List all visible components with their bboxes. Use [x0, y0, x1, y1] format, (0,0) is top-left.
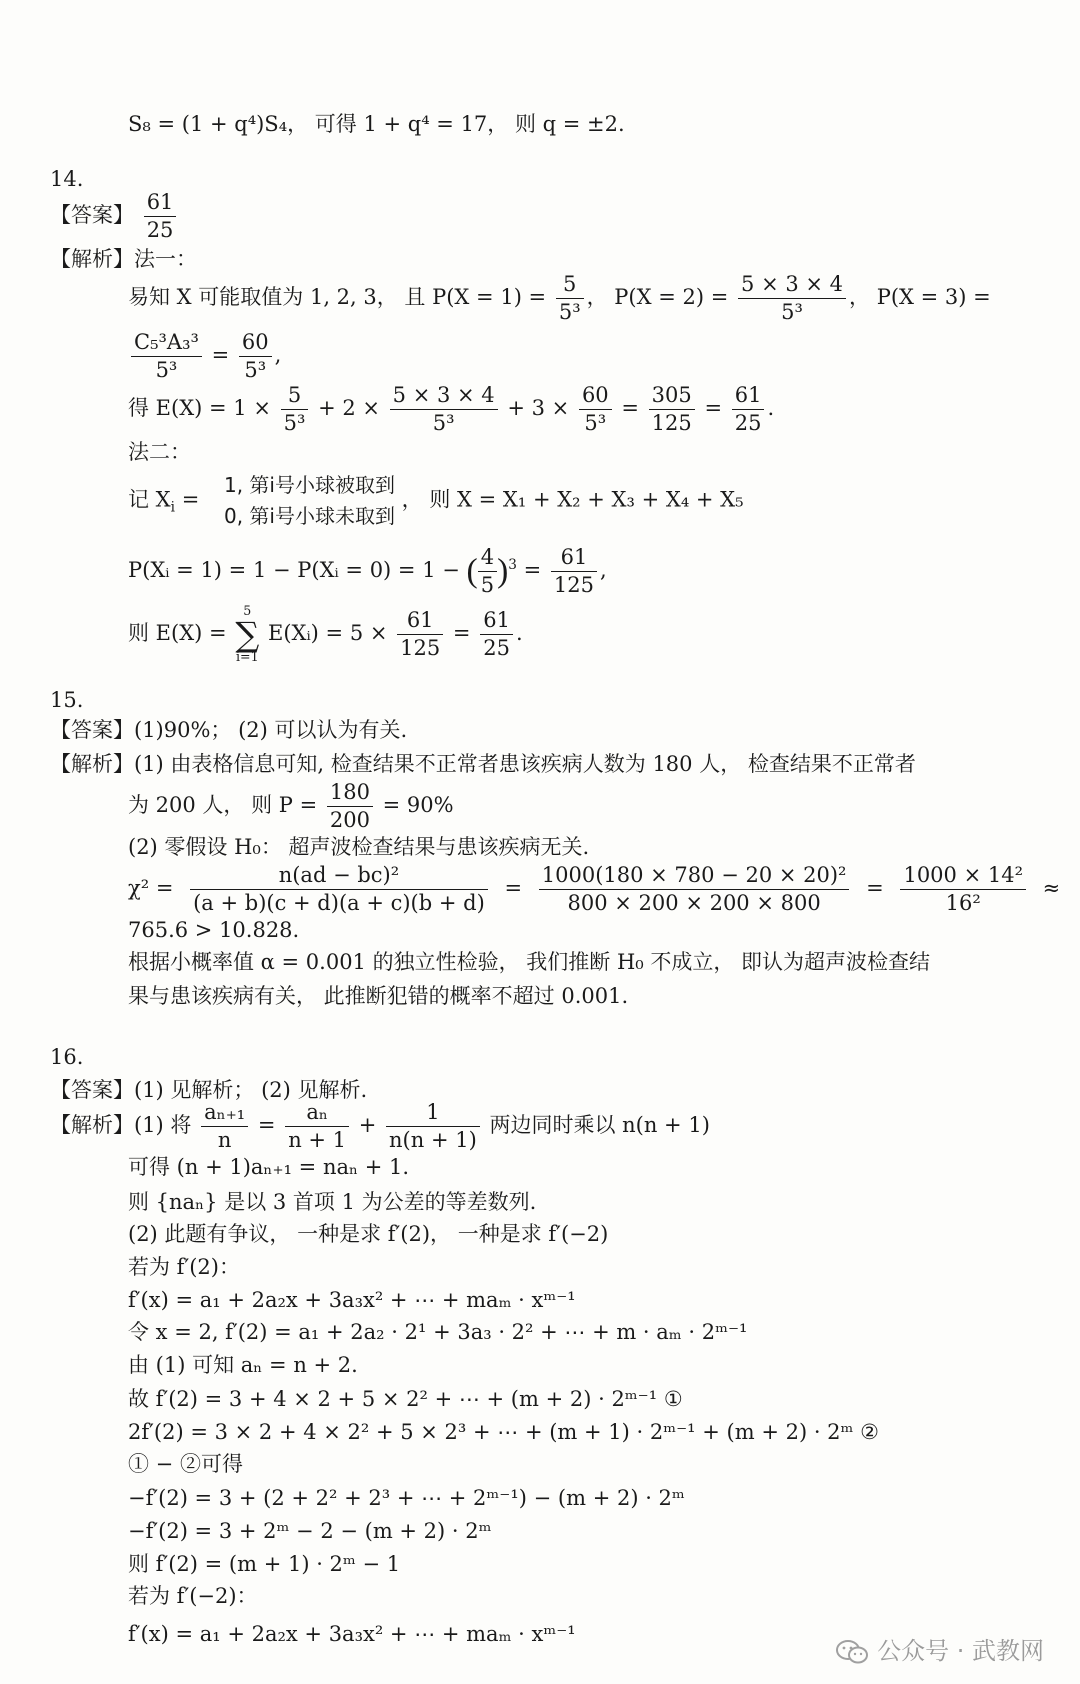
q15-analysis-line: 【解析】(1) 由表格信息可知, 检查结果不正常者患该疾病人数为 180 人， 检查结果不正常者 — [50, 752, 916, 776]
q16-line-15: 若为 f′(−2)： — [128, 1584, 258, 1608]
case-picked: 1, 第i号小球被取到 — [223, 473, 395, 497]
q15-chi-square-line: χ² = $\frac{\text{n(ad − bc)²}}{(a + b)(c + d)(a + c)(b + d)}$ = $\frac{\text{1000(180 × 780 − 20 × 20)²}}{800 \times 200 \times 200 \times 800}$ = $\frac{\text{1000 × 14²}}{\text{16²}}$ ≈ — [128, 863, 1061, 916]
q15-answer-line: 【答案】(1)90%； (2) 可以认为有关. — [50, 718, 408, 742]
q14-probability-line: 易知 X 可能取值为 1, 2, 3， 且 P(X = 1) = $\frac{5}{\text{5³}}$ ， P(X = 2) = $\frac{5 \times 3 \times 4}{\text{5³}}$ ， P(X = 3) = — [128, 272, 991, 325]
wechat-icon — [835, 1639, 869, 1665]
q16-line-9: 故 f′(2) = 3 + 4 × 2 + 5 × 2² + ⋯ + (m + 2) · 2ᵐ⁻¹ ① — [128, 1387, 683, 1411]
q16-line-7: 令 x = 2, f′(2) = a₁ + 2a₂ · 2¹ + 3a₃ · 2² + ⋯ + m · aₘ · 2ᵐ⁻¹ — [128, 1320, 748, 1344]
q14-number: 14. — [50, 167, 84, 191]
q14-answer-fraction: $\frac{61}{25}$ — [144, 190, 177, 243]
case-not-picked: 0, 第i号小球未取到 — [223, 504, 395, 528]
q16-line-3: 则 {naₙ} 是以 3 首项 1 为公差的等差数列. — [128, 1190, 537, 1214]
q14-answer-line — [50, 190, 179, 243]
sigma-symbol: 5 ∑ i=1 — [235, 603, 260, 665]
watermark-text: 公众号 · 武教网 — [877, 1637, 1044, 1666]
q16-answer-line: 【答案】(1) 见解析； (2) 见解析. — [50, 1078, 368, 1102]
q16-line-13: −f′(2) = 3 + 2ᵐ − 2 − (m + 2) · 2ᵐ — [128, 1519, 492, 1543]
q16-line-12: −f′(2) = 3 + (2 + 2² + 2³ + ⋯ + 2ᵐ⁻¹) − (m + 2) · 2ᵐ — [128, 1486, 685, 1510]
q14-expectation-line: 得 E(X) = 1 × $\frac{5}{\text{5³}}$ + 2 × $\frac{5 \times 3 \times 4}{\text{5³}}$ + 3 × $\frac{60}{\text{5³}}$ = $\frac{305}{125}$ = $\frac{61}{25}$ . — [128, 383, 775, 436]
q14-single-probability: P(Xᵢ = 1) = 1 − P(Xᵢ = 0) = 1 − ( $\frac{4}{5}$ )$^3$ = $\frac{61}{125}$ , — [128, 545, 607, 598]
q16-analysis-line: 【解析】(1) 将 $\frac{\text{aₙ₊₁}}{n}$ = $\frac{\text{aₙ}}{n + 1}$ + $\frac{1}{n(n + 1)}$ 两边同时乘以 n(n + 1) — [50, 1100, 710, 1153]
q15-number: 15. — [50, 688, 84, 712]
q16-line-8: 由 (1) 可知 aₙ = n + 2. — [128, 1353, 358, 1377]
q16-number: 16. — [50, 1045, 84, 1069]
q16-line-6: f′(x) = a₁ + 2a₂x + 3a₃x² + ⋯ + maₘ · xᵐ⁻¹ — [128, 1288, 576, 1312]
watermark — [835, 1637, 1044, 1666]
q16-line-5: 若为 f′(2)： — [128, 1255, 240, 1279]
answer-tag: 【答案】 — [50, 203, 134, 228]
q16-line-11: ① − ②可得 — [128, 1452, 243, 1476]
q14-analysis-line — [50, 247, 197, 272]
q15-percentage-line: 为 200 人， 则 P = $\frac{180}{200}$ = 90% — [128, 780, 454, 833]
q15-hypothesis-line: (2) 零假设 H₀： 超声波检查结果与患该疾病无关. — [128, 835, 590, 859]
q16-line-16: f′(x) = a₁ + 2a₂x + 3a₃x² + ⋯ + maₘ · xᵐ⁻¹ — [128, 1622, 576, 1646]
q14-method1-label: 法一： — [134, 247, 197, 271]
q15-conclusion-line-2: 果与患该疾病有关， 此推断犯错的概率不超过 0.001. — [128, 984, 629, 1008]
q14-sum-expectation: 则 E(X) = 5 ∑ i=1 E(Xᵢ) = 5 × $\frac{61}{125}$ = $\frac{61}{25}$ . — [128, 603, 523, 665]
q15-chi-value: 765.6 > 10.828. — [128, 918, 300, 942]
q16-line-4: (2) 此题有争议， 一种是求 f′(2)， 一种是求 f′(−2) — [128, 1222, 609, 1246]
q13-result-line: S₈ = (1 + q⁴)S₄， 可得 1 + q⁴ = 17， 则 q = ±2. — [128, 112, 625, 136]
q16-line-2: 可得 (n + 1)aₙ₊₁ = naₙ + 1. — [128, 1155, 410, 1179]
q16-line-14: 则 f′(2) = (m + 1) · 2ᵐ − 1 — [128, 1552, 401, 1576]
q14-method2-label: 法二： — [128, 440, 191, 464]
q14-indicator-definition: 记 $X_i$ = 1, 第i号小球被取到 0, 第i号小球未取到 ， 则 X = X₁ + X₂ + X₃ + X₄ + X₅ — [128, 470, 744, 532]
q16-line-10: 2f′(2) = 3 × 2 + 4 × 2² + 5 × 2³ + ⋯ + (m + 1) · 2ᵐ⁻¹ + (m + 2) · 2ᵐ ② — [128, 1420, 879, 1444]
q14-probability-line-2: $\frac{\text{C₅³A₃³}}{\text{5³}}$ = $\frac{60}{\text{5³}}$ , — [128, 330, 281, 383]
analysis-tag: 【解析】 — [50, 247, 134, 271]
q15-conclusion-line-1: 根据小概率值 α = 0.001 的独立性检验， 我们推断 H₀ 不成立， 即认为超声波检查结 — [128, 950, 931, 974]
